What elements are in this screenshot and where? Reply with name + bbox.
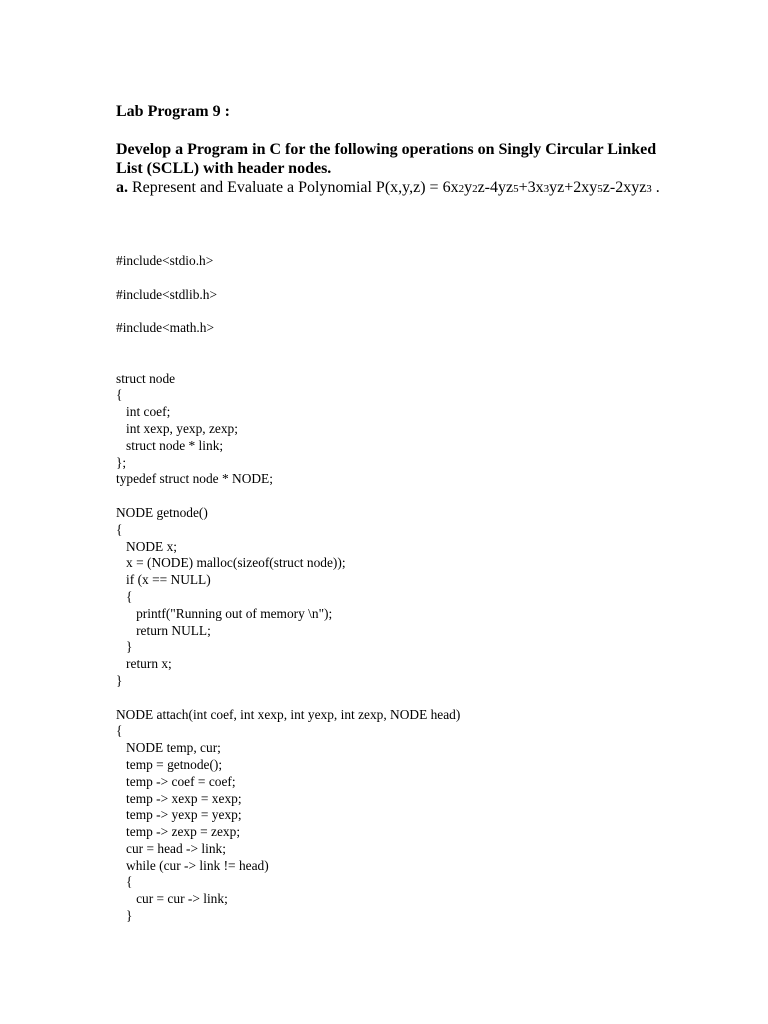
code-line <box>116 690 460 707</box>
code-line: struct node <box>116 370 176 386</box>
formula-text: z-4yz <box>477 179 514 196</box>
program-title: Develop a Program in C for the following operations on Singly Circular Linked List (SCLL) with header nodes. <box>116 141 657 177</box>
code-line: NODE temp, cur; <box>116 740 221 756</box>
code-line: return NULL; <box>116 622 211 638</box>
code-line: { <box>116 588 133 604</box>
code-line: if (x == NULL) <box>116 572 211 588</box>
task-description <box>116 178 676 199</box>
formula-exponent: 5 <box>513 183 519 195</box>
code-line: #include<math.h> <box>116 320 215 336</box>
code-line: x = (NODE) malloc(sizeof(struct node)); <box>116 555 346 571</box>
code-line: cur = head -> link; <box>116 840 226 856</box>
code-line: { <box>116 521 123 537</box>
code-line <box>116 354 460 371</box>
code-line: temp -> yexp = yexp; <box>116 807 242 823</box>
code-line: int xexp, yexp, zexp; <box>116 420 238 436</box>
formula-text: Represent and Evaluate a Polynomial P(x,y,z) = 6x <box>132 179 459 196</box>
code-line: temp = getnode(); <box>116 756 223 772</box>
code-line: printf("Running out of memory \n"); <box>116 605 333 621</box>
formula-exponent: 3 <box>646 183 652 195</box>
formula-exponent: 5 <box>597 183 603 195</box>
code-line: } <box>116 908 133 924</box>
formula-text: y <box>464 179 473 196</box>
formula-exponent: 3 <box>543 183 550 195</box>
code-line: { <box>116 387 123 403</box>
code-line: NODE attach(int coef, int xexp, int yexp, int zexp, NODE head) <box>116 706 461 722</box>
formula-text: . <box>651 179 660 196</box>
code-line <box>116 488 460 505</box>
code-line: #include<stdlib.h> <box>116 286 218 302</box>
formula-exponent: 2 <box>458 183 465 195</box>
code-line: #include<stdio.h> <box>116 253 214 268</box>
code-line: } <box>116 639 133 655</box>
code-line: temp -> xexp = xexp; <box>116 790 242 806</box>
polynomial-formula <box>132 179 660 196</box>
code-line: struct node * link; <box>116 437 224 453</box>
code-line: cur = cur -> link; <box>116 891 228 907</box>
formula-text: z-2xyz <box>602 179 647 196</box>
code-line: temp -> coef = coef; <box>116 773 236 789</box>
code-line: temp -> zexp = zexp; <box>116 824 241 840</box>
code-line <box>116 303 460 320</box>
code-line <box>116 337 460 354</box>
code-line: NODE getnode() <box>116 504 208 520</box>
formula-text: +3x <box>518 179 544 196</box>
code-line: return x; <box>116 656 172 672</box>
code-line: { <box>116 723 123 739</box>
code-line <box>116 270 460 287</box>
formula-text: yz+2xy <box>549 179 598 196</box>
task-label: a. <box>116 179 128 196</box>
code-line: { <box>116 874 133 890</box>
code-line: NODE x; <box>116 538 177 554</box>
code-line: typedef struct node * NODE; <box>116 471 273 487</box>
code-listing <box>116 253 460 925</box>
code-line: while (cur -> link != head) <box>116 857 269 873</box>
formula-exponent: 2 <box>472 183 478 195</box>
lab-program-heading: Lab Program 9 : <box>116 103 230 120</box>
code-line: }; <box>116 454 127 470</box>
code-line: } <box>116 672 123 688</box>
code-line: int coef; <box>116 404 171 420</box>
